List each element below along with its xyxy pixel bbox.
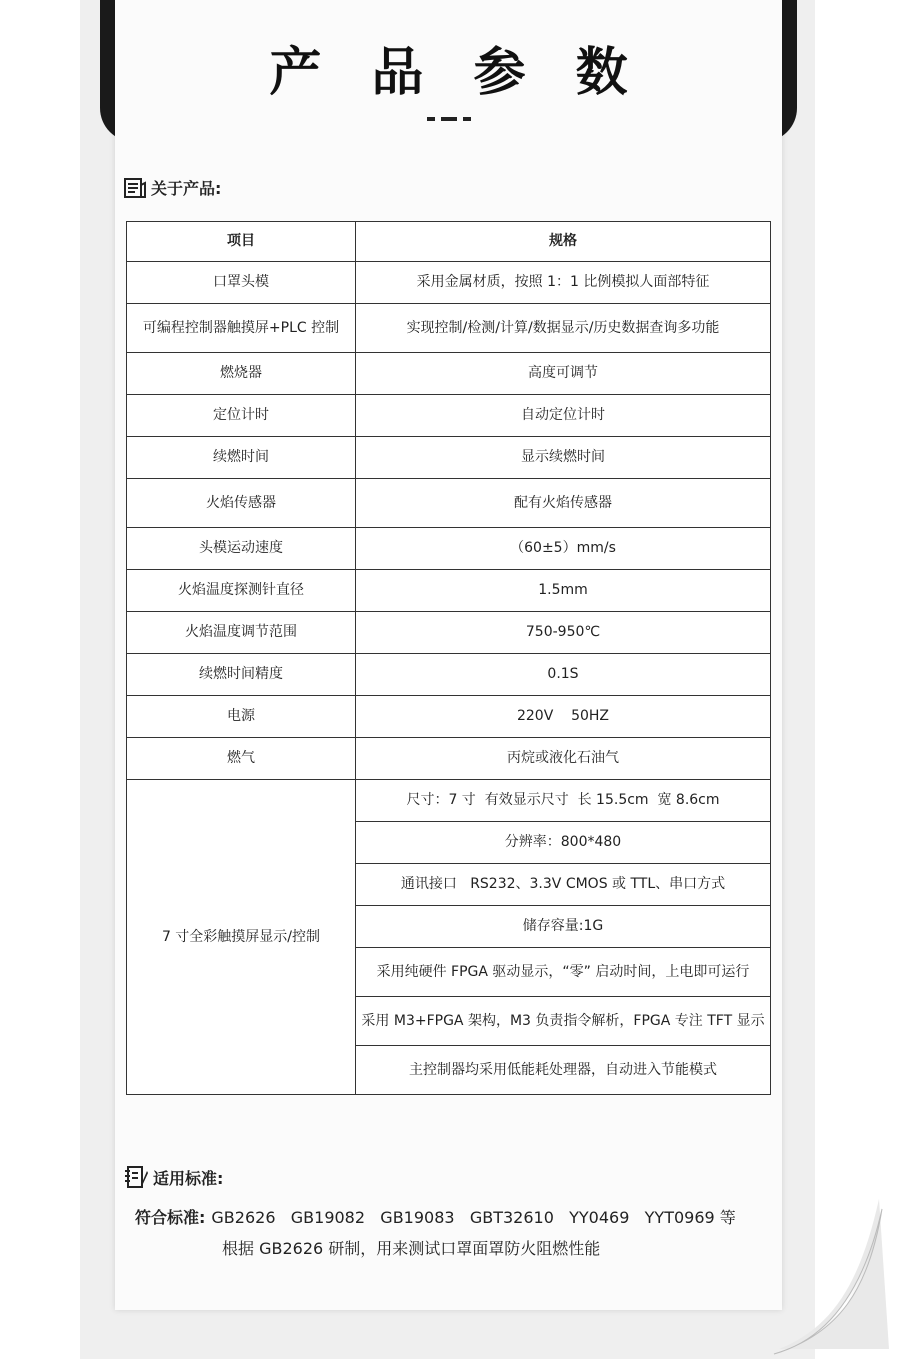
table-row — [127, 479, 771, 528]
table-row — [127, 738, 771, 780]
display-spec: 通讯接口 RS232、3.3V CMOS 或 TTL、串口方式 — [356, 864, 771, 906]
spec-table — [126, 221, 771, 1095]
row-item: 燃气 — [127, 738, 356, 780]
table-row — [127, 528, 771, 570]
column-header-item: 项目 — [127, 222, 356, 262]
row-spec: 自动定位计时 — [356, 395, 771, 437]
row-spec: 采用金属材质，按照 1：1 比例模拟人面部特征 — [356, 262, 771, 304]
display-spec: 尺寸：7 寸 有效显示尺寸 长 15.5cm 宽 8.6cm — [356, 780, 771, 822]
standards-description: 根据 GB2626 研制，用来测试口罩面罩防火阻燃性能 — [222, 1239, 601, 1258]
title-divider — [463, 117, 471, 121]
row-spec: 220V 50HZ — [356, 696, 771, 738]
row-item: 电源 — [127, 696, 356, 738]
standards-heading — [123, 1165, 223, 1189]
page-title: 产 品 参 数 — [269, 43, 644, 103]
column-header-spec: 规格 — [356, 222, 771, 262]
notebook-icon — [123, 1165, 149, 1189]
table-row — [127, 696, 771, 738]
row-item: 燃烧器 — [127, 353, 356, 395]
standards-prefix: 符合标准: — [135, 1208, 206, 1227]
about-product-heading — [123, 176, 221, 199]
table-row — [127, 437, 771, 479]
row-item-display: 7 寸全彩触摸屏显示/控制 — [127, 780, 356, 1095]
row-item: 续燃时间 — [127, 437, 356, 479]
parameter-sheet — [115, 0, 782, 1310]
standards-line — [135, 1205, 736, 1228]
row-item: 火焰温度探测针直径 — [127, 570, 356, 612]
row-spec: 0.1S — [356, 654, 771, 696]
row-item: 可编程控制器触摸屏+PLC 控制 — [127, 304, 356, 353]
table-row — [127, 304, 771, 353]
standards-list: GB2626 GB19082 GB19083 GBT32610 YY0469 YYT0969 等 — [211, 1208, 736, 1227]
document-icon — [123, 177, 147, 199]
page-curl — [679, 1139, 899, 1359]
title-divider — [427, 117, 435, 121]
table-row — [127, 570, 771, 612]
row-spec: 丙烷或液化石油气 — [356, 738, 771, 780]
display-spec: 主控制器均采用低能耗处理器，自动进入节能模式 — [356, 1046, 771, 1095]
row-item: 口罩头模 — [127, 262, 356, 304]
display-spec: 储存容量:1G — [356, 906, 771, 948]
display-spec: 分辨率：800*480 — [356, 822, 771, 864]
table-row — [127, 395, 771, 437]
row-spec: 显示续燃时间 — [356, 437, 771, 479]
table-header-row — [127, 222, 771, 262]
display-spec: 采用纯硬件 FPGA 驱动显示，“零” 启动时间，上电即可运行 — [356, 948, 771, 997]
row-spec: 750-950℃ — [356, 612, 771, 654]
row-spec: （60±5）mm/s — [356, 528, 771, 570]
display-spec: 采用 M3+FPGA 架构，M3 负责指令解析，FPGA 专注 TFT 显示 — [356, 997, 771, 1046]
row-item: 火焰传感器 — [127, 479, 356, 528]
row-item: 火焰温度调节范围 — [127, 612, 356, 654]
row-spec: 1.5mm — [356, 570, 771, 612]
row-item: 头模运动速度 — [127, 528, 356, 570]
row-spec: 配有火焰传感器 — [356, 479, 771, 528]
table-row — [127, 262, 771, 304]
table-row — [127, 353, 771, 395]
table-row — [127, 612, 771, 654]
row-item: 续燃时间精度 — [127, 654, 356, 696]
table-row — [127, 654, 771, 696]
row-item: 定位计时 — [127, 395, 356, 437]
table-row — [127, 780, 771, 822]
row-spec: 高度可调节 — [356, 353, 771, 395]
title-divider — [441, 117, 457, 121]
about-product-label: 关于产品: — [151, 179, 222, 198]
standards-label: 适用标准: — [153, 1168, 224, 1188]
row-spec: 实现控制/检测/计算/数据显示/历史数据查询多功能 — [356, 304, 771, 353]
